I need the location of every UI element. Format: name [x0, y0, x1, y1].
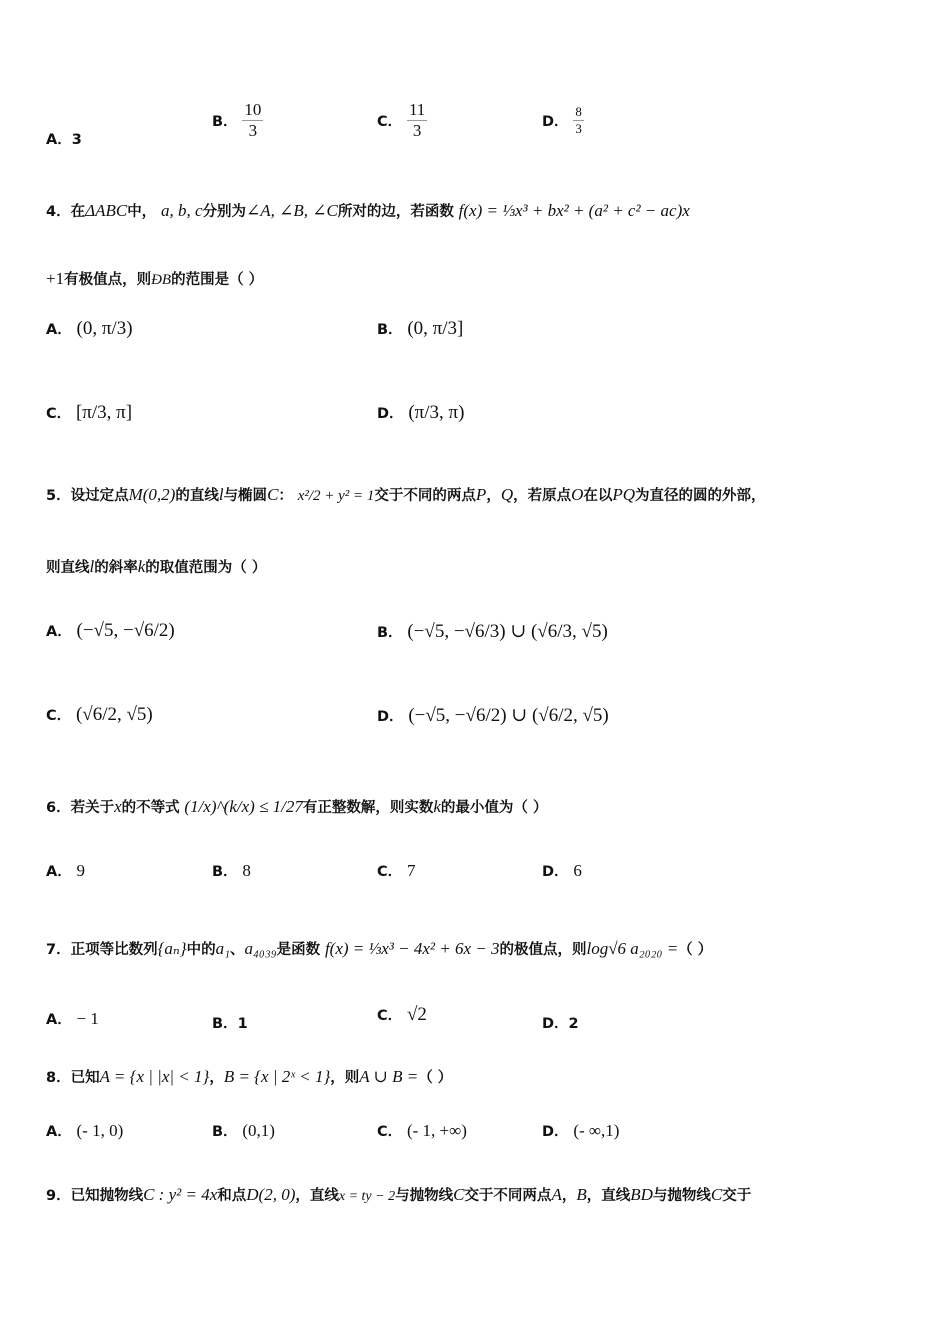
q5-option-b[interactable]: B． (−√5, −√6/3) ∪ (√6/3, √5): [377, 621, 608, 642]
q7-option-c[interactable]: C． √2: [377, 1004, 427, 1025]
q6-option-c[interactable]: C． 7: [377, 861, 416, 880]
q7-function: f(x) = ⅓x³ − 4x² + 6x − 3: [324, 939, 500, 958]
q7-option-a[interactable]: A． − 1: [46, 1009, 99, 1028]
q5-option-c[interactable]: C． (√6/2, √5): [46, 704, 153, 725]
q7-line1: 7．正项等比数列{aₙ}中的a₁、a₄₀₃₉是函数 f(x) = ⅓x³ − 4x² + 6x − 3的极值点，则log√6 a₂₀₂₀ =（ ）: [46, 939, 713, 958]
q6-line1: 6．若关于x的不等式 (1/x)^(k/x) ≤ 1/27有正整数解，则实数k的最小值为（ ）: [46, 797, 548, 816]
q9-line1: 9．已知抛物线C : y² = 4x和点D(2, 0)，直线x = ty − 2与抛物线C交于不同两点A，B，直线BD与抛物线C交于: [46, 1185, 752, 1204]
q3-option-c[interactable]: C． $\frac{11}{3}$: [377, 100, 426, 140]
q4-option-d[interactable]: D． (π/3, π): [377, 402, 465, 423]
q8-option-c[interactable]: C． (- 1, +∞): [377, 1121, 467, 1140]
q5-ellipse: x²/2 + y² = 1: [297, 488, 375, 504]
q5-option-a[interactable]: A． (−√5, −√6/2): [46, 620, 175, 641]
q5-line1: 5．设过定点M(0,2)的直线l与椭圆C： x²/2 + y² = 1交于不同的两点P，Q，若原点O在以PQ为直径的圆的外部，: [46, 485, 766, 504]
q6-inequality: (1/x)^(k/x) ≤ 1/27: [184, 797, 303, 816]
q4-option-b[interactable]: B． (0, π/3]: [377, 318, 464, 339]
q7-log: log√6 a₂₀₂₀ =: [586, 939, 679, 958]
q8-option-d[interactable]: D． (- ∞,1): [542, 1121, 620, 1140]
q7-option-b[interactable]: B．1: [212, 1016, 248, 1032]
q8-option-a[interactable]: A． (- 1, 0): [46, 1121, 124, 1140]
q4-line2: +1有极值点，则ÐB的范围是（ ）: [46, 269, 264, 288]
q6-option-d[interactable]: D． 6: [542, 861, 582, 880]
q6-option-b[interactable]: B． 8: [212, 861, 251, 880]
q6-option-a[interactable]: A． 9: [46, 861, 86, 880]
q4-line1: 4．在ΔABC中， a, b, c分别为∠A, ∠B, ∠C所对的边，若函数 f(x) = ⅓x³ + bx² + (a² + c² − ac)x: [46, 201, 690, 220]
q7-option-d[interactable]: D．2: [542, 1016, 579, 1032]
q3-option-a[interactable]: A．3: [46, 132, 82, 148]
q8-set-a: A = {x | |x| < 1}: [99, 1067, 210, 1086]
q8-line1: 8．已知A = {x | |x| < 1}，B = {x | 2ˣ < 1}，则A ∪ B =（ ）: [46, 1067, 453, 1086]
q8-set-b: B = {x | 2ˣ < 1}: [223, 1067, 331, 1086]
q4-option-a[interactable]: A． (0, π/3): [46, 318, 133, 339]
q4-option-c[interactable]: C． [π/3, π]: [46, 402, 133, 423]
q3-option-d[interactable]: D． $\frac{8}{3}$: [542, 104, 582, 136]
q3-option-b[interactable]: B． $\frac{10}{3}$: [212, 100, 262, 140]
q8-option-b[interactable]: B． (0,1): [212, 1121, 275, 1140]
q5-option-d[interactable]: D． (−√5, −√6/2) ∪ (√6/2, √5): [377, 705, 609, 726]
q4-function: f(x) = ⅓x³ + bx² + (a² + c² − ac)x: [458, 201, 690, 220]
q5-line2: 则直线l的斜率k的取值范围为（ ）: [46, 557, 267, 576]
